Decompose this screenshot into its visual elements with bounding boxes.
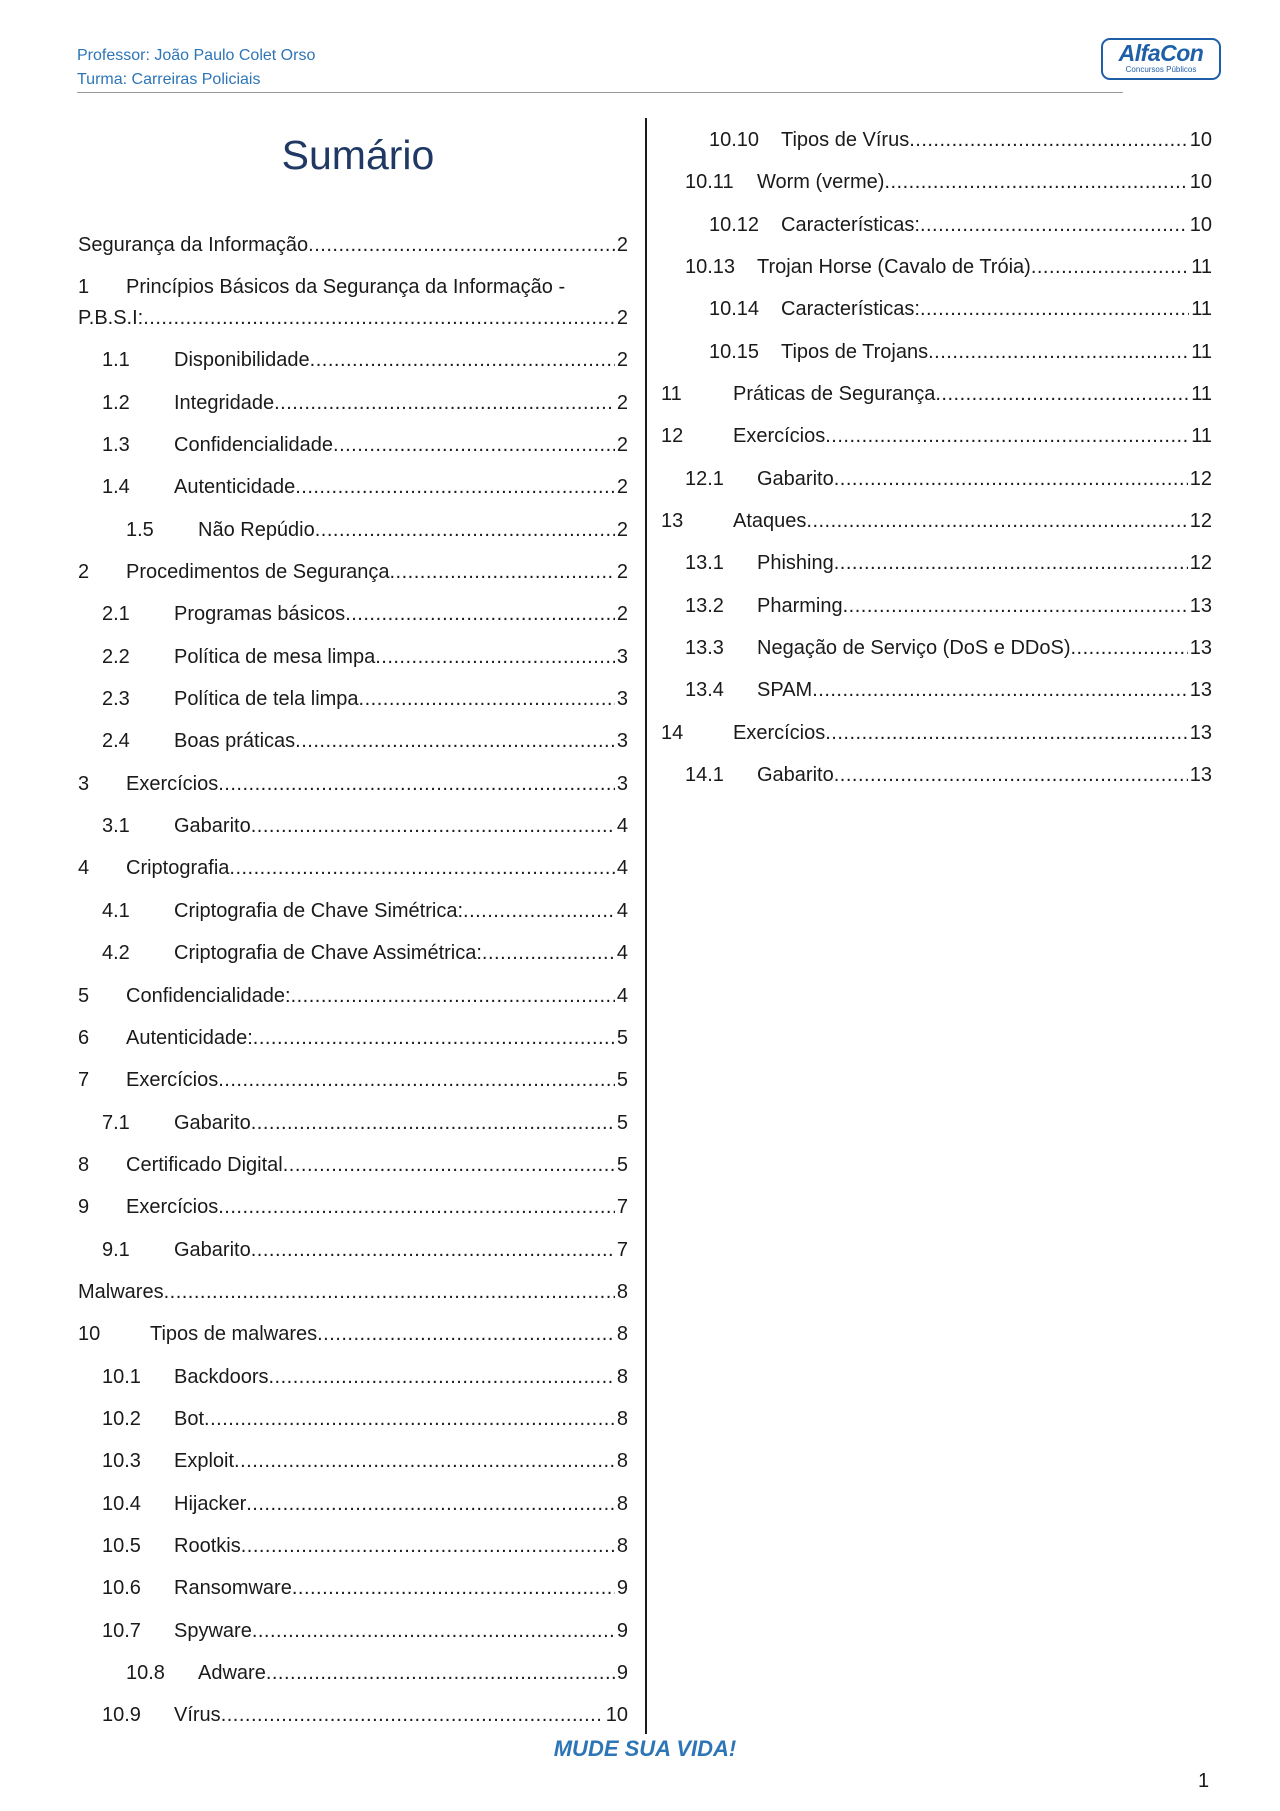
- toc-entry-title: Ataques: [733, 510, 807, 533]
- toc-entry-page: 10: [605, 1704, 628, 1727]
- toc-entry[interactable]: [78, 1017, 628, 1059]
- toc-entry-number: 10.6: [102, 1577, 141, 1600]
- toc-entry-number: 8: [78, 1153, 90, 1176]
- toc-entry-title: Exercícios: [733, 721, 826, 744]
- toc-leader: [812, 669, 1188, 711]
- toc-entry-title: Boas práticas: [174, 730, 296, 753]
- toc-entry-page: 2: [616, 307, 628, 330]
- toc-leader: [375, 636, 615, 678]
- toc-entry-page: 13: [1189, 594, 1212, 617]
- toc-leader: [251, 805, 615, 847]
- toc-entry[interactable]: [78, 382, 628, 424]
- toc-entry-title: Exercícios: [126, 1196, 219, 1219]
- toc-entry-page: 2: [616, 518, 628, 541]
- toc-leader: [221, 1694, 604, 1736]
- toc-leader: [218, 1186, 615, 1228]
- toc-entry-number: 4.2: [102, 942, 130, 965]
- toc-entry-number: 6: [78, 1026, 90, 1049]
- logo-wordmark: AlfaCon: [1118, 40, 1204, 66]
- toc-entry-page: 10: [1189, 213, 1212, 236]
- toc-entry-title: Características:: [781, 213, 920, 236]
- toc-entry-number: 13.3: [685, 637, 724, 660]
- toc-entry-title: Certificado Digital: [126, 1153, 283, 1176]
- toc-leader: [359, 678, 615, 720]
- toc-entry-number: 9: [78, 1196, 90, 1219]
- footer-motto: MUDE SUA VIDA!: [553, 1736, 737, 1761]
- toc-entry-page: 7: [616, 1196, 628, 1219]
- toc-leader: [909, 119, 1188, 161]
- toc-leader: [295, 466, 615, 508]
- toc-entry-number: 7: [78, 1069, 90, 1092]
- page-number: 1: [1198, 1770, 1210, 1792]
- toc-leader: [143, 303, 615, 334]
- toc-entry-title: Disponibilidade: [174, 349, 310, 372]
- toc-entry[interactable]: [78, 1440, 628, 1482]
- toc-leader: [251, 1229, 615, 1271]
- toc-entry-number: 10.9: [102, 1704, 141, 1727]
- toc-entry-title: SPAM: [757, 679, 813, 702]
- toc-entry-title-cont: P.B.S.I:: [78, 307, 144, 330]
- toc-entry-page: 2: [616, 476, 628, 499]
- toc-entry-number: 13.2: [685, 594, 724, 617]
- toc-entry-page: 4: [616, 942, 628, 965]
- toc-entry-title: Confidencialidade: [174, 434, 334, 457]
- toc-leader: [269, 1356, 615, 1398]
- toc-entry-page: 11: [1191, 340, 1212, 363]
- toc-entry-number: 4.1: [102, 899, 130, 922]
- toc-leader: [246, 1483, 615, 1525]
- toc-entry[interactable]: [78, 1694, 628, 1736]
- toc-entry-page: 2: [616, 561, 628, 584]
- toc-entry[interactable]: [661, 246, 1212, 288]
- toc-entry-page: 11: [1191, 298, 1212, 321]
- toc-leader: [234, 1440, 615, 1482]
- toc-entry[interactable]: [78, 509, 628, 551]
- toc-entry-number: 5: [78, 984, 90, 1007]
- toc-entry-number: 10.11: [685, 171, 734, 194]
- toc-entry-number: 1.1: [102, 349, 130, 372]
- toc-leader: [1070, 627, 1187, 669]
- toc-entry-number: 12: [661, 425, 684, 448]
- toc-entry[interactable]: [78, 1652, 628, 1694]
- toc-entry-number: 10.1: [102, 1365, 141, 1388]
- toc-entry-title: Características:: [781, 298, 920, 321]
- toc-entry-title: Spyware: [174, 1619, 252, 1642]
- toc-entry-title: Ransomware: [174, 1577, 292, 1600]
- toc-entry-title: Exercícios: [126, 1069, 219, 1092]
- toc-leader: [252, 1610, 615, 1652]
- toc-leader: [164, 1271, 615, 1313]
- toc-leader: [825, 415, 1189, 457]
- toc-entry-number: 1.4: [102, 476, 130, 499]
- toc-entry-title: Práticas de Segurança: [733, 383, 936, 406]
- toc-entry-title: Vírus: [174, 1704, 221, 1727]
- toc-entry-page: 11: [1191, 425, 1212, 448]
- toc-entry-title: Negação de Serviço (DoS e DDoS): [757, 637, 1071, 660]
- toc-entry-title: Política de tela limpa: [174, 688, 359, 711]
- toc-leader: [295, 720, 615, 762]
- toc-entry-title: Tipos de Trojans: [781, 340, 929, 363]
- toc-entry[interactable]: [661, 500, 1212, 542]
- toc-entry-page: 12: [1189, 552, 1212, 575]
- toc-entry[interactable]: [78, 932, 628, 974]
- toc-entry-title: Procedimentos de Segurança: [126, 561, 390, 584]
- toc-entry-page: 8: [616, 1534, 628, 1557]
- toc-entry-title: Exercícios: [126, 772, 219, 795]
- page-header: [77, 44, 315, 92]
- toc-entry-number: 2.3: [102, 688, 130, 711]
- toc-entry-page: 13: [1189, 721, 1212, 744]
- toc-entry-page: 9: [616, 1662, 628, 1684]
- toc-entry-page: 5: [616, 1069, 628, 1092]
- toc-entry[interactable]: [78, 1525, 628, 1567]
- toc-entry-title: Confidencialidade:: [126, 984, 291, 1007]
- toc-entry-title: Pharming: [757, 594, 843, 617]
- toc-entry-number: 10.13: [685, 256, 736, 279]
- toc-right-column: [661, 119, 1212, 797]
- toc-entry-title: Criptografia de Chave Assimétrica:: [174, 942, 482, 965]
- toc-leader: [317, 1313, 615, 1355]
- toc-entry-number: 2.4: [102, 730, 130, 753]
- toc-entry-number: 2.2: [102, 645, 130, 668]
- toc-entry[interactable]: [78, 1186, 628, 1228]
- toc-entry[interactable]: [78, 1059, 628, 1101]
- toc-leader: [204, 1398, 615, 1440]
- toc-entry-number: 7.1: [102, 1111, 130, 1134]
- toc-entry-number: 10.3: [102, 1450, 141, 1473]
- toc-entry-number: 10.4: [102, 1492, 141, 1515]
- toc-leader: [291, 975, 615, 1017]
- toc-entry-page: 10: [1189, 129, 1212, 151]
- toc-entry-page: 5: [616, 1026, 628, 1049]
- toc-entry-page: 8: [616, 1407, 628, 1430]
- toc-entry-number: 13: [661, 510, 684, 533]
- toc-entry-page: 2: [616, 434, 628, 457]
- toc-entry-title: Hijacker: [174, 1492, 247, 1515]
- toc-entry-number: 3.1: [102, 815, 130, 838]
- toc-leader: [834, 542, 1188, 584]
- toc-entry-title: Autenticidade: [174, 476, 296, 499]
- toc-entry[interactable]: [78, 1398, 628, 1440]
- toc-entry-title: Phishing: [757, 552, 834, 575]
- toc-entry-page: 13: [1189, 637, 1212, 660]
- toc-entry-number: 10.14: [709, 298, 760, 321]
- toc-leader: [390, 551, 615, 593]
- toc-entry-title: Programas básicos: [174, 603, 346, 626]
- toc-leader: [834, 458, 1188, 500]
- toc-entry-page: 9: [616, 1577, 628, 1600]
- toc-entry-page: 9: [616, 1619, 628, 1642]
- toc-leader: [333, 424, 615, 466]
- class-line: Turma: Carreiras Policiais: [77, 71, 261, 88]
- toc-entry-number: 10.15: [709, 340, 760, 363]
- professor-line: Professor: João Paulo Colet Orso: [77, 47, 316, 64]
- toc-entry-number: 10.10: [709, 129, 760, 151]
- toc-entry-page: 12: [1189, 510, 1212, 533]
- toc-entry[interactable]: [78, 847, 628, 889]
- toc-leader: [843, 585, 1188, 627]
- toc-entry-number: 13.1: [685, 552, 724, 575]
- toc-entry-number: 1: [78, 276, 90, 299]
- toc-entry[interactable]: [78, 1313, 628, 1355]
- toc-entry[interactable]: [78, 678, 628, 720]
- toc-leader: [218, 763, 615, 805]
- toc-entry[interactable]: [78, 266, 628, 339]
- toc-leader: [251, 1102, 615, 1144]
- toc-entry-title: Adware: [198, 1662, 266, 1684]
- toc-entry[interactable]: [78, 805, 628, 847]
- toc-leader: [806, 500, 1187, 542]
- page-title: Sumário: [281, 132, 435, 178]
- toc-entry-number: 12.1: [685, 467, 724, 490]
- toc-entry-page: 8: [616, 1280, 628, 1303]
- toc-entry-page: 2: [616, 234, 628, 256]
- toc-entry-page: 4: [616, 899, 628, 922]
- toc-leader: [482, 932, 615, 974]
- toc-entry[interactable]: [661, 373, 1212, 415]
- toc-entry[interactable]: [661, 161, 1212, 203]
- toc-entry-title: Segurança da Informação: [78, 234, 309, 256]
- toc-entry-page: 2: [616, 391, 628, 414]
- toc-entry[interactable]: [78, 424, 628, 466]
- toc-leader: [253, 1017, 615, 1059]
- toc-entry-page: 8: [616, 1492, 628, 1515]
- toc-leader: [345, 593, 615, 635]
- toc-leader: [920, 288, 1189, 330]
- column-divider: [645, 118, 647, 1734]
- alfacon-logo: [1101, 38, 1221, 80]
- toc-entry-number: 2.1: [102, 603, 130, 626]
- toc-entry-page: 5: [616, 1111, 628, 1134]
- toc-entry[interactable]: [78, 1610, 628, 1652]
- toc-entry-page: 3: [616, 688, 628, 711]
- toc-entry[interactable]: [78, 763, 628, 805]
- toc-entry-page: 4: [616, 984, 628, 1007]
- toc-entry[interactable]: [661, 669, 1212, 711]
- toc-entry-title: Trojan Horse (Cavalo de Tróia): [757, 256, 1031, 279]
- toc-entry-title: Integridade: [174, 391, 275, 414]
- toc-entry-title: Gabarito: [174, 1238, 251, 1261]
- toc-entry-number: 2: [78, 561, 90, 584]
- toc-entry[interactable]: [661, 288, 1212, 330]
- toc-entry-page: 8: [616, 1450, 628, 1473]
- toc-entry[interactable]: [78, 1229, 628, 1271]
- toc-leader: [463, 890, 615, 932]
- toc-leader: [283, 1144, 615, 1186]
- toc-leader: [884, 161, 1187, 203]
- toc-entry-title: Autenticidade:: [126, 1026, 253, 1049]
- toc-leader: [310, 339, 615, 381]
- toc-entry[interactable]: [78, 720, 628, 762]
- toc-entry-title: Criptografia de Chave Simétrica:: [174, 899, 464, 922]
- toc-entry-number: 1.3: [102, 434, 130, 457]
- toc-entry-number: 1.5: [126, 518, 154, 541]
- toc-entry-title: Gabarito: [757, 764, 834, 787]
- toc-entry-number: 11: [661, 383, 682, 406]
- toc-leader: [935, 373, 1189, 415]
- toc-entry[interactable]: [78, 636, 628, 678]
- toc-entry-number: 14: [661, 721, 684, 744]
- toc-entry-title: Tipos de Vírus: [781, 129, 910, 151]
- toc-entry-title: Exercícios: [733, 425, 826, 448]
- toc-leader: [315, 509, 615, 551]
- toc-leader: [218, 1059, 615, 1101]
- logo-tagline: Concursos Públicos: [1125, 65, 1197, 74]
- toc-entry-page: 10: [1189, 171, 1212, 194]
- toc-leader: [825, 712, 1188, 754]
- toc-entry-page: 3: [616, 730, 628, 753]
- toc-entry-page: 13: [1189, 679, 1212, 702]
- toc-entry-number: 10: [78, 1323, 101, 1346]
- toc-entry-number: 1.2: [102, 391, 130, 414]
- toc-entry-title: Worm (verme): [757, 171, 885, 194]
- toc-entry-number: 13.4: [685, 679, 724, 702]
- toc-entry[interactable]: [661, 585, 1212, 627]
- toc-entry[interactable]: [661, 754, 1212, 796]
- toc-entry-page: 5: [616, 1153, 628, 1176]
- toc-left-column: [78, 224, 628, 1737]
- toc-entry[interactable]: [78, 1271, 628, 1313]
- toc-entry-page: 2: [616, 349, 628, 372]
- toc-leader: [274, 382, 615, 424]
- toc-entry[interactable]: [661, 542, 1212, 584]
- toc-entry[interactable]: [78, 593, 628, 635]
- toc-entry-title: Backdoors: [174, 1365, 269, 1388]
- toc-entry-page: 4: [616, 857, 628, 880]
- toc-entry[interactable]: [661, 204, 1212, 246]
- toc-entry-page: 3: [616, 772, 628, 795]
- toc-entry[interactable]: [661, 627, 1212, 669]
- toc-entry[interactable]: [78, 1356, 628, 1398]
- toc-entry[interactable]: [78, 1567, 628, 1609]
- toc-entry-page: 8: [616, 1323, 628, 1346]
- toc-entry[interactable]: [661, 712, 1212, 754]
- toc-leader: [292, 1567, 615, 1609]
- toc-entry-number: 3: [78, 772, 90, 795]
- toc-entry-title: Gabarito: [174, 815, 251, 838]
- toc-leader: [834, 754, 1188, 796]
- toc-entry[interactable]: [78, 466, 628, 508]
- toc-entry-title: Gabarito: [174, 1111, 251, 1134]
- toc-entry-page: 12: [1189, 467, 1212, 490]
- toc-entry-title: Bot: [174, 1407, 205, 1430]
- toc-entry-page: 11: [1191, 383, 1212, 406]
- toc-leader: [241, 1525, 615, 1567]
- toc-entry-title: Princípios Básicos da Segurança da Informação -: [126, 276, 566, 299]
- toc-leader: [308, 224, 615, 266]
- toc-entry-number: 9.1: [102, 1238, 130, 1261]
- toc-entry-title: Não Repúdio: [198, 518, 315, 541]
- toc-entry[interactable]: [78, 339, 628, 381]
- toc-entry[interactable]: [78, 1102, 628, 1144]
- toc-entry[interactable]: [661, 415, 1212, 457]
- toc-entry-number: 10.2: [102, 1407, 141, 1430]
- toc-entry-number: 10.8: [126, 1662, 165, 1684]
- toc-entry[interactable]: [78, 1144, 628, 1186]
- toc-entry-title: Exploit: [174, 1450, 235, 1473]
- toc-entry-page: 11: [1191, 256, 1212, 279]
- toc-entry-page: 8: [616, 1365, 628, 1388]
- toc-entry[interactable]: [78, 890, 628, 932]
- toc-entry-number: 10.7: [102, 1619, 141, 1642]
- toc-entry[interactable]: [78, 1483, 628, 1525]
- toc-entry-page: 3: [616, 645, 628, 668]
- toc-entry-title: Criptografia: [126, 857, 230, 880]
- toc-entry[interactable]: [78, 224, 628, 266]
- toc-entry-number: 10.5: [102, 1534, 141, 1557]
- toc-entry-title: Malwares: [78, 1280, 164, 1303]
- toc-leader: [928, 331, 1189, 373]
- toc-entry-number: 4: [78, 857, 90, 880]
- toc-entry-title: Política de mesa limpa: [174, 645, 376, 668]
- toc-entry-page: 4: [616, 815, 628, 838]
- header-divider: [77, 92, 1123, 93]
- toc-entry[interactable]: [661, 458, 1212, 500]
- toc-entry[interactable]: [661, 331, 1212, 373]
- toc-leader: [1031, 246, 1189, 288]
- toc-entry-title: Tipos de malwares: [150, 1323, 318, 1346]
- toc-leader: [920, 204, 1188, 246]
- toc-entry-page: 2: [616, 603, 628, 626]
- toc-entry-page: 7: [616, 1238, 628, 1261]
- toc-leader: [266, 1652, 615, 1694]
- toc-entry[interactable]: [661, 119, 1212, 161]
- toc-entry-title: Gabarito: [757, 467, 834, 490]
- toc-entry-number: 14.1: [685, 764, 724, 787]
- toc-entry[interactable]: [78, 975, 628, 1017]
- toc-entry-number: 10.12: [709, 213, 760, 236]
- toc-entry[interactable]: [78, 551, 628, 593]
- toc-entry-title: Rootkis: [174, 1534, 241, 1557]
- toc-entry-page: 13: [1189, 764, 1212, 787]
- toc-leader: [229, 847, 614, 889]
